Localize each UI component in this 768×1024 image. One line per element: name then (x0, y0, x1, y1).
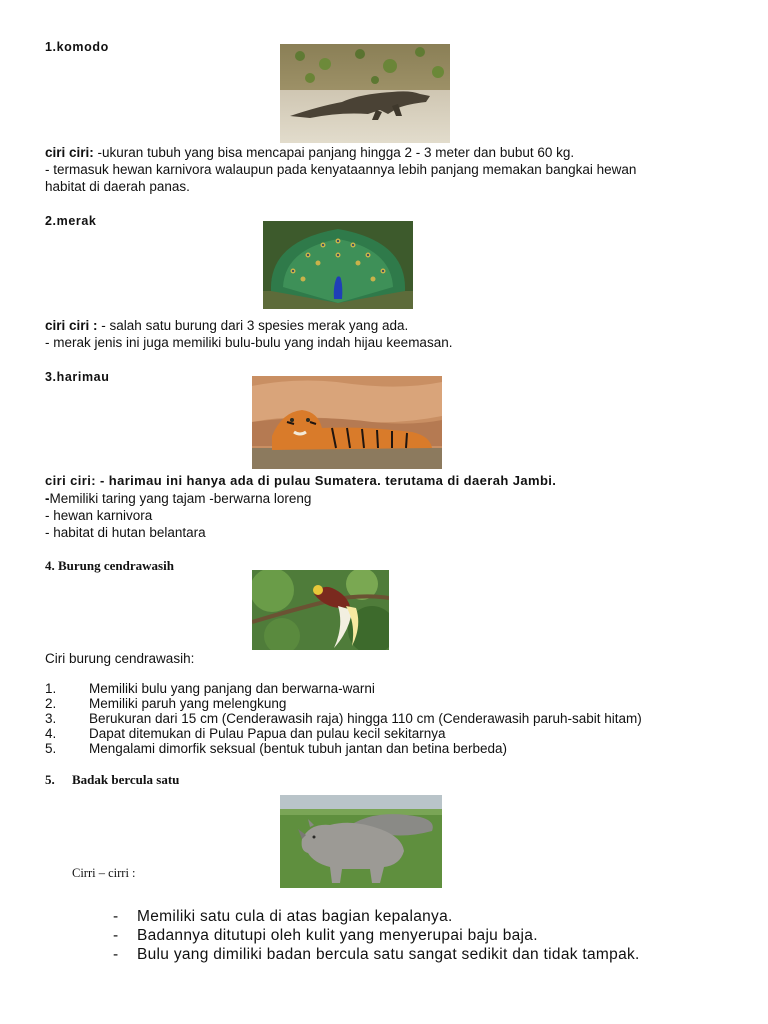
list-item (113, 946, 753, 965)
list-item-number: 3. (45, 711, 57, 726)
list-item (45, 710, 745, 725)
section-1-text-3: habitat di daerah panas. (45, 179, 190, 194)
list-item-text: Dapat ditemukan di Pulau Papua dan pulau kecil sekitarnya (89, 726, 446, 741)
section-2-text-1: - salah satu burung dari 3 spesies merak yang ada. (101, 318, 409, 333)
list-item (45, 725, 745, 740)
section-1-text-1: -ukuran tubuh yang bisa mencapai panjang hingga 2 - 3 meter dan bubut 60 kg. (97, 145, 575, 160)
section-3-text-bold: - harimau ini hanya ada di pulau Sumatera. terutama di daerah Jambi. (99, 473, 557, 488)
section-2-label: ciri ciri : (45, 318, 98, 333)
merak-photo (263, 221, 413, 309)
section-3-title: 3.harimau (45, 370, 110, 384)
list-item-dash: - (113, 946, 119, 963)
section-3-text-1: Memiliki taring yang tajam -berwarna loreng (49, 491, 312, 506)
section-4-intro: Ciri burung cendrawasih: (45, 651, 195, 666)
list-item-text: Badannya ditutupi oleh kulit yang menyerupai baju baja. (137, 927, 538, 944)
section-1-title: 1.komodo (45, 40, 109, 54)
section-2-text-2: - merak jenis ini juga memiliki bulu-bulu yang indah hijau keemasan. (45, 335, 453, 350)
list-item (45, 695, 745, 710)
list-item-dash: - (113, 927, 119, 944)
section-3-dash: - (45, 491, 50, 506)
list-item-text: Memiliki bulu yang panjang dan berwarna-warni (89, 681, 375, 696)
harimau-photo (252, 376, 442, 469)
list-item-text: Berukuran dari 15 cm (Cenderawasih raja) hingga 110 cm (Cenderawasih paruh-sabit hitam) (89, 711, 642, 726)
list-item-number: 5. (45, 741, 57, 756)
section-5-title: Badak bercula satu (72, 772, 180, 787)
cendrawasih-photo (252, 570, 389, 650)
section-3-text-2: - hewan karnivora (45, 508, 153, 523)
section-5-list (113, 908, 753, 965)
list-item-text: Mengalami dimorfik seksual (bentuk tubuh jantan dan betina berbeda) (89, 741, 508, 756)
section-2-title: 2.merak (45, 214, 97, 228)
section-3-line-2 (45, 490, 311, 507)
badak-photo (280, 795, 442, 888)
komodo-photo (280, 44, 450, 143)
list-item-text: Memiliki satu cula di atas bagian kepalanya. (137, 908, 453, 925)
section-3-label: ciri ciri: (45, 473, 96, 488)
list-item-number: 4. (45, 726, 57, 741)
list-item-number: 1. (45, 681, 57, 696)
section-1-text-2: - termasuk hewan karnivora walaupun pada kenyataannya lebih panjang memakan bangkai hewan (45, 162, 637, 177)
list-item-number: 2. (45, 696, 57, 711)
section-3-line-1 (45, 473, 556, 488)
section-1-label: ciri ciri: (45, 145, 94, 160)
list-item-text: Memiliki paruh yang melengkung (89, 696, 287, 711)
list-item (45, 740, 745, 755)
list-item (113, 908, 753, 927)
section-2-line-1 (45, 317, 408, 334)
list-item (45, 680, 745, 695)
section-4-title: 4. Burung cendrawasih (45, 558, 174, 573)
section-4-list (45, 680, 745, 755)
section-1-line-1 (45, 144, 574, 161)
section-5-label: Cirri – cirri : (72, 866, 136, 880)
list-item-text: Bulu yang dimiliki badan bercula satu sangat sedikit dan tidak tampak. (137, 946, 640, 963)
list-item (113, 927, 753, 946)
section-5-number: 5. (45, 772, 55, 787)
list-item-dash: - (113, 908, 119, 925)
section-3-text-3: - habitat di hutan belantara (45, 525, 206, 540)
